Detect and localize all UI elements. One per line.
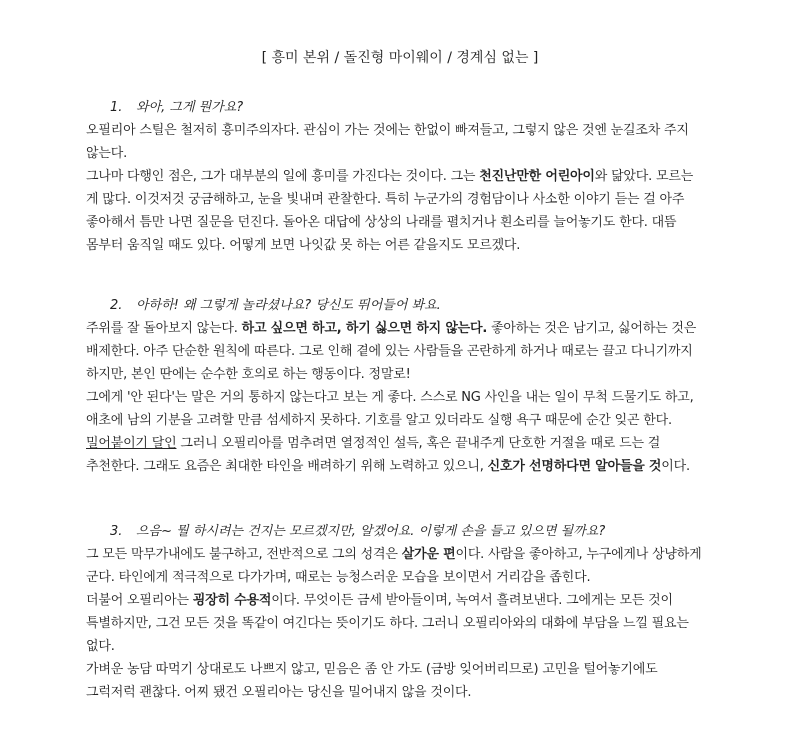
text-line: 배제한다. 아주 단순한 원칙에 따른다. 그로 인해 곁에 있는 사람들을 곤란하게 하거나 때로는 끌고 다니기까지 [86,344,693,359]
emphasis-text: 굉장히 수용적 [192,593,272,608]
underlined-text: 밀어붙이기 달인 [86,436,177,451]
section-heading-text: 와아, 그게 뭔가요? [136,100,244,115]
section-heading [110,98,716,119]
section-1 [86,98,716,257]
text-line: 애초에 남의 기분을 고려할 만큼 섬세하지 못하다. 기호를 알고 있더라도 실행 욕구 때문에 순간 잊곤 한다. [86,413,672,428]
section-3 [86,522,716,704]
section-2 [86,296,716,478]
emphasis-text: 천진난만한 어린아이 [479,169,595,184]
section-body [86,543,716,704]
text-line: 하지만, 본인 딴에는 순수한 호의로 하는 행동이다. 정말로! [86,367,411,382]
text-line: 주위를 잘 돌아보지 않는다. 하고 싶으면 하고, 하기 싫으면 하지 않는다. 좋아하는 것은 남기고, 싫어하는 것은 [86,321,697,336]
document-title: [ 흥미 본위 / 돌진형 마이웨이 / 경계심 없는 ] [261,50,539,66]
text-line: 밀어붙이기 달인 그러니 오필리아를 멈추려면 열정적인 설득, 혹은 끝내주게 단호한 거절을 때로 드는 걸 [86,436,661,451]
text-line: 그나마 다행인 점은, 그가 대부분의 일에 흥미를 가진다는 것이다. 그는 천진난만한 어린아이와 닮았다. 모르는 [86,169,694,184]
section-heading-text: 으음~ 뭘 하시려는 건지는 모르겠지만, 알겠어요. 이렇게 손을 들고 있으면 될까요? [136,524,606,539]
text-line: 좋아해서 틈만 나면 질문을 던진다. 돌아온 대답에 상상의 나래를 펼치거나 흰소리를 늘어놓기도 한다. 대뜸 [86,215,677,230]
section-heading-text: 아하하! 왜 그렇게 놀라셨나요? 당신도 뛰어들어 봐요. [136,298,441,313]
section-heading [110,296,716,317]
section-number: 2. [110,298,123,313]
section-number: 3. [110,524,123,539]
text-line: 그 모든 막무가내에도 불구하고, 전반적으로 그의 성격은 살가운 편이다. 사람을 좋아하고, 누구에게나 상냥하게 [86,547,702,562]
text-line: 몸부터 움직일 때도 있다. 어떻게 보면 나잇값 못 하는 어른 같을지도 모르겠다. [86,238,521,253]
text-line: 더불어 오필리아는 굉장히 수용적이다. 무엇이든 금세 받아들이며, 녹여서 흘려보낸다. 그에게는 모든 것이 [86,593,673,608]
text-line: 군다. 타인에게 적극적으로 다가가며, 때로는 능청스러운 모습을 보이면서 거리감을 좁힌다. [86,570,591,585]
text-line: 게 많다. 이것저것 궁금해하고, 눈을 빛내며 관찰한다. 특히 누군가의 경험담이나 사소한 이야기 듣는 걸 아주 [86,192,685,207]
text-line: 없다. [86,639,115,654]
text-line: 않는다. [86,146,128,161]
text-line: 그에게 '안 된다'는 말은 거의 통하지 않는다고 보는 게 좋다. 스스로 NG 사인을 내는 일이 무척 드물기도 하고, [86,390,694,405]
text-line: 그럭저럭 괜찮다. 어찌 됐건 오필리아는 당신을 밀어내지 않을 것이다. [86,685,472,700]
section-body [86,317,716,478]
emphasis-text: 살가운 편 [401,547,456,562]
section-heading [110,522,716,543]
emphasis-text: 신호가 선명하다면 알아들을 것 [487,459,662,474]
section-body [86,119,716,257]
emphasis-text: 하고 싶으면 하고, 하기 싫으면 하지 않는다. [241,321,488,336]
text-line: 오필리아 스틸은 철저히 흥미주의자다. 관심이 가는 것에는 한없이 빠져들고, 그렇지 않은 것엔 눈길조차 주지 [86,123,689,138]
section-number: 1. [110,100,123,115]
text-line: 특별하지만, 그건 모든 것을 똑같이 여긴다는 뜻이기도 하다. 그러니 오필리아와의 대화에 부담을 느낄 필요는 [86,616,689,631]
text-line: 가벼운 농담 따먹기 상대로도 나쁘지 않고, 믿음은 좀 안 가도 (금방 잊어버리므로) 고민을 털어놓기에도 [86,662,658,677]
text-line: 추천한다. 그래도 요즘은 최대한 타인을 배려하기 위해 노력하고 있으니, 신호가 선명하다면 알아들을 것이다. [86,459,690,474]
